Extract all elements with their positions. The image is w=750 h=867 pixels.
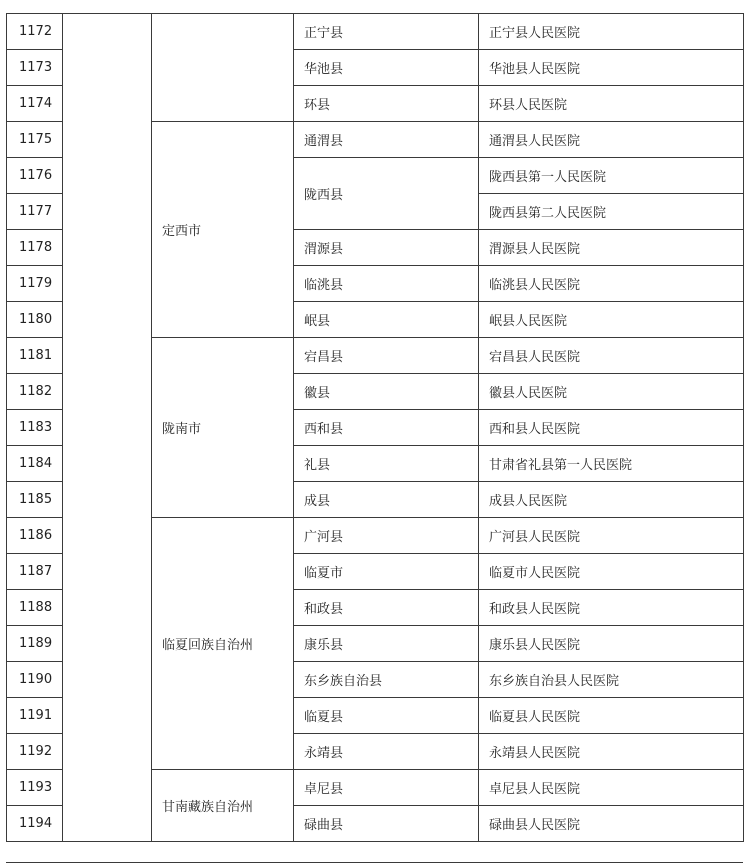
hospital-cell: 徽县人民医院	[479, 374, 744, 410]
county-cell: 通渭县	[294, 122, 479, 158]
county-cell: 卓尼县	[294, 770, 479, 806]
hospital-cell: 华池县人民医院	[479, 50, 744, 86]
hospital-cell: 陇西县第二人民医院	[479, 194, 744, 230]
county-cell: 宕昌县	[294, 338, 479, 374]
county-cell: 广河县	[294, 518, 479, 554]
city-cell-dingxi: 定西市	[152, 122, 294, 338]
province-cell	[63, 14, 152, 842]
county-cell: 东乡族自治县	[294, 662, 479, 698]
hospital-cell: 陇西县第一人民医院	[479, 158, 744, 194]
row-number: 1178	[7, 230, 63, 266]
table-row	[7, 14, 744, 50]
hospital-cell: 成县人民医院	[479, 482, 744, 518]
hospital-cell: 和政县人民医院	[479, 590, 744, 626]
row-number: 1173	[7, 50, 63, 86]
county-cell: 礼县	[294, 446, 479, 482]
row-number: 1192	[7, 734, 63, 770]
county-cell: 临夏县	[294, 698, 479, 734]
county-cell: 岷县	[294, 302, 479, 338]
row-number: 1179	[7, 266, 63, 302]
row-number: 1176	[7, 158, 63, 194]
hospital-cell: 卓尼县人民医院	[479, 770, 744, 806]
hospital-cell: 临夏市人民医院	[479, 554, 744, 590]
row-number: 1186	[7, 518, 63, 554]
row-number: 1190	[7, 662, 63, 698]
county-cell: 成县	[294, 482, 479, 518]
row-number: 1172	[7, 14, 63, 50]
city-cell-longnan: 陇南市	[152, 338, 294, 518]
county-cell: 临夏市	[294, 554, 479, 590]
row-number: 1185	[7, 482, 63, 518]
county-cell: 康乐县	[294, 626, 479, 662]
county-cell: 陇西县	[294, 158, 479, 230]
hospital-cell: 甘肃省礼县第一人民医院	[479, 446, 744, 482]
county-cell: 永靖县	[294, 734, 479, 770]
county-cell: 徽县	[294, 374, 479, 410]
county-cell: 正宁县	[294, 14, 479, 50]
county-cell: 和政县	[294, 590, 479, 626]
hospital-cell: 东乡族自治县人民医院	[479, 662, 744, 698]
row-number: 1193	[7, 770, 63, 806]
row-number: 1184	[7, 446, 63, 482]
row-number: 1181	[7, 338, 63, 374]
county-cell: 环县	[294, 86, 479, 122]
table-bottom-edge	[6, 862, 743, 863]
hospital-cell: 渭源县人民医院	[479, 230, 744, 266]
row-number: 1183	[7, 410, 63, 446]
row-number: 1180	[7, 302, 63, 338]
county-cell: 渭源县	[294, 230, 479, 266]
row-number: 1187	[7, 554, 63, 590]
hospital-cell: 广河县人民医院	[479, 518, 744, 554]
hospital-cell: 临洮县人民医院	[479, 266, 744, 302]
row-number: 1188	[7, 590, 63, 626]
hospital-cell: 环县人民医院	[479, 86, 744, 122]
hospital-cell: 永靖县人民医院	[479, 734, 744, 770]
county-cell: 西和县	[294, 410, 479, 446]
hospital-cell: 碌曲县人民医院	[479, 806, 744, 842]
row-number: 1189	[7, 626, 63, 662]
row-number: 1191	[7, 698, 63, 734]
row-number: 1177	[7, 194, 63, 230]
hospital-cell: 西和县人民医院	[479, 410, 744, 446]
hospital-cell: 康乐县人民医院	[479, 626, 744, 662]
county-cell: 临洮县	[294, 266, 479, 302]
county-cell: 华池县	[294, 50, 479, 86]
hospital-cell: 正宁县人民医院	[479, 14, 744, 50]
hospital-cell: 临夏县人民医院	[479, 698, 744, 734]
hospital-cell: 岷县人民医院	[479, 302, 744, 338]
hospital-cell: 通渭县人民医院	[479, 122, 744, 158]
hospital-cell: 宕昌县人民医院	[479, 338, 744, 374]
row-number: 1194	[7, 806, 63, 842]
city-cell-linxia: 临夏回族自治州	[152, 518, 294, 770]
city-cell-gannan: 甘南藏族自治州	[152, 770, 294, 842]
county-cell: 碌曲县	[294, 806, 479, 842]
city-cell	[152, 14, 294, 122]
row-number: 1175	[7, 122, 63, 158]
row-number: 1174	[7, 86, 63, 122]
hospital-table	[6, 13, 744, 842]
row-number: 1182	[7, 374, 63, 410]
